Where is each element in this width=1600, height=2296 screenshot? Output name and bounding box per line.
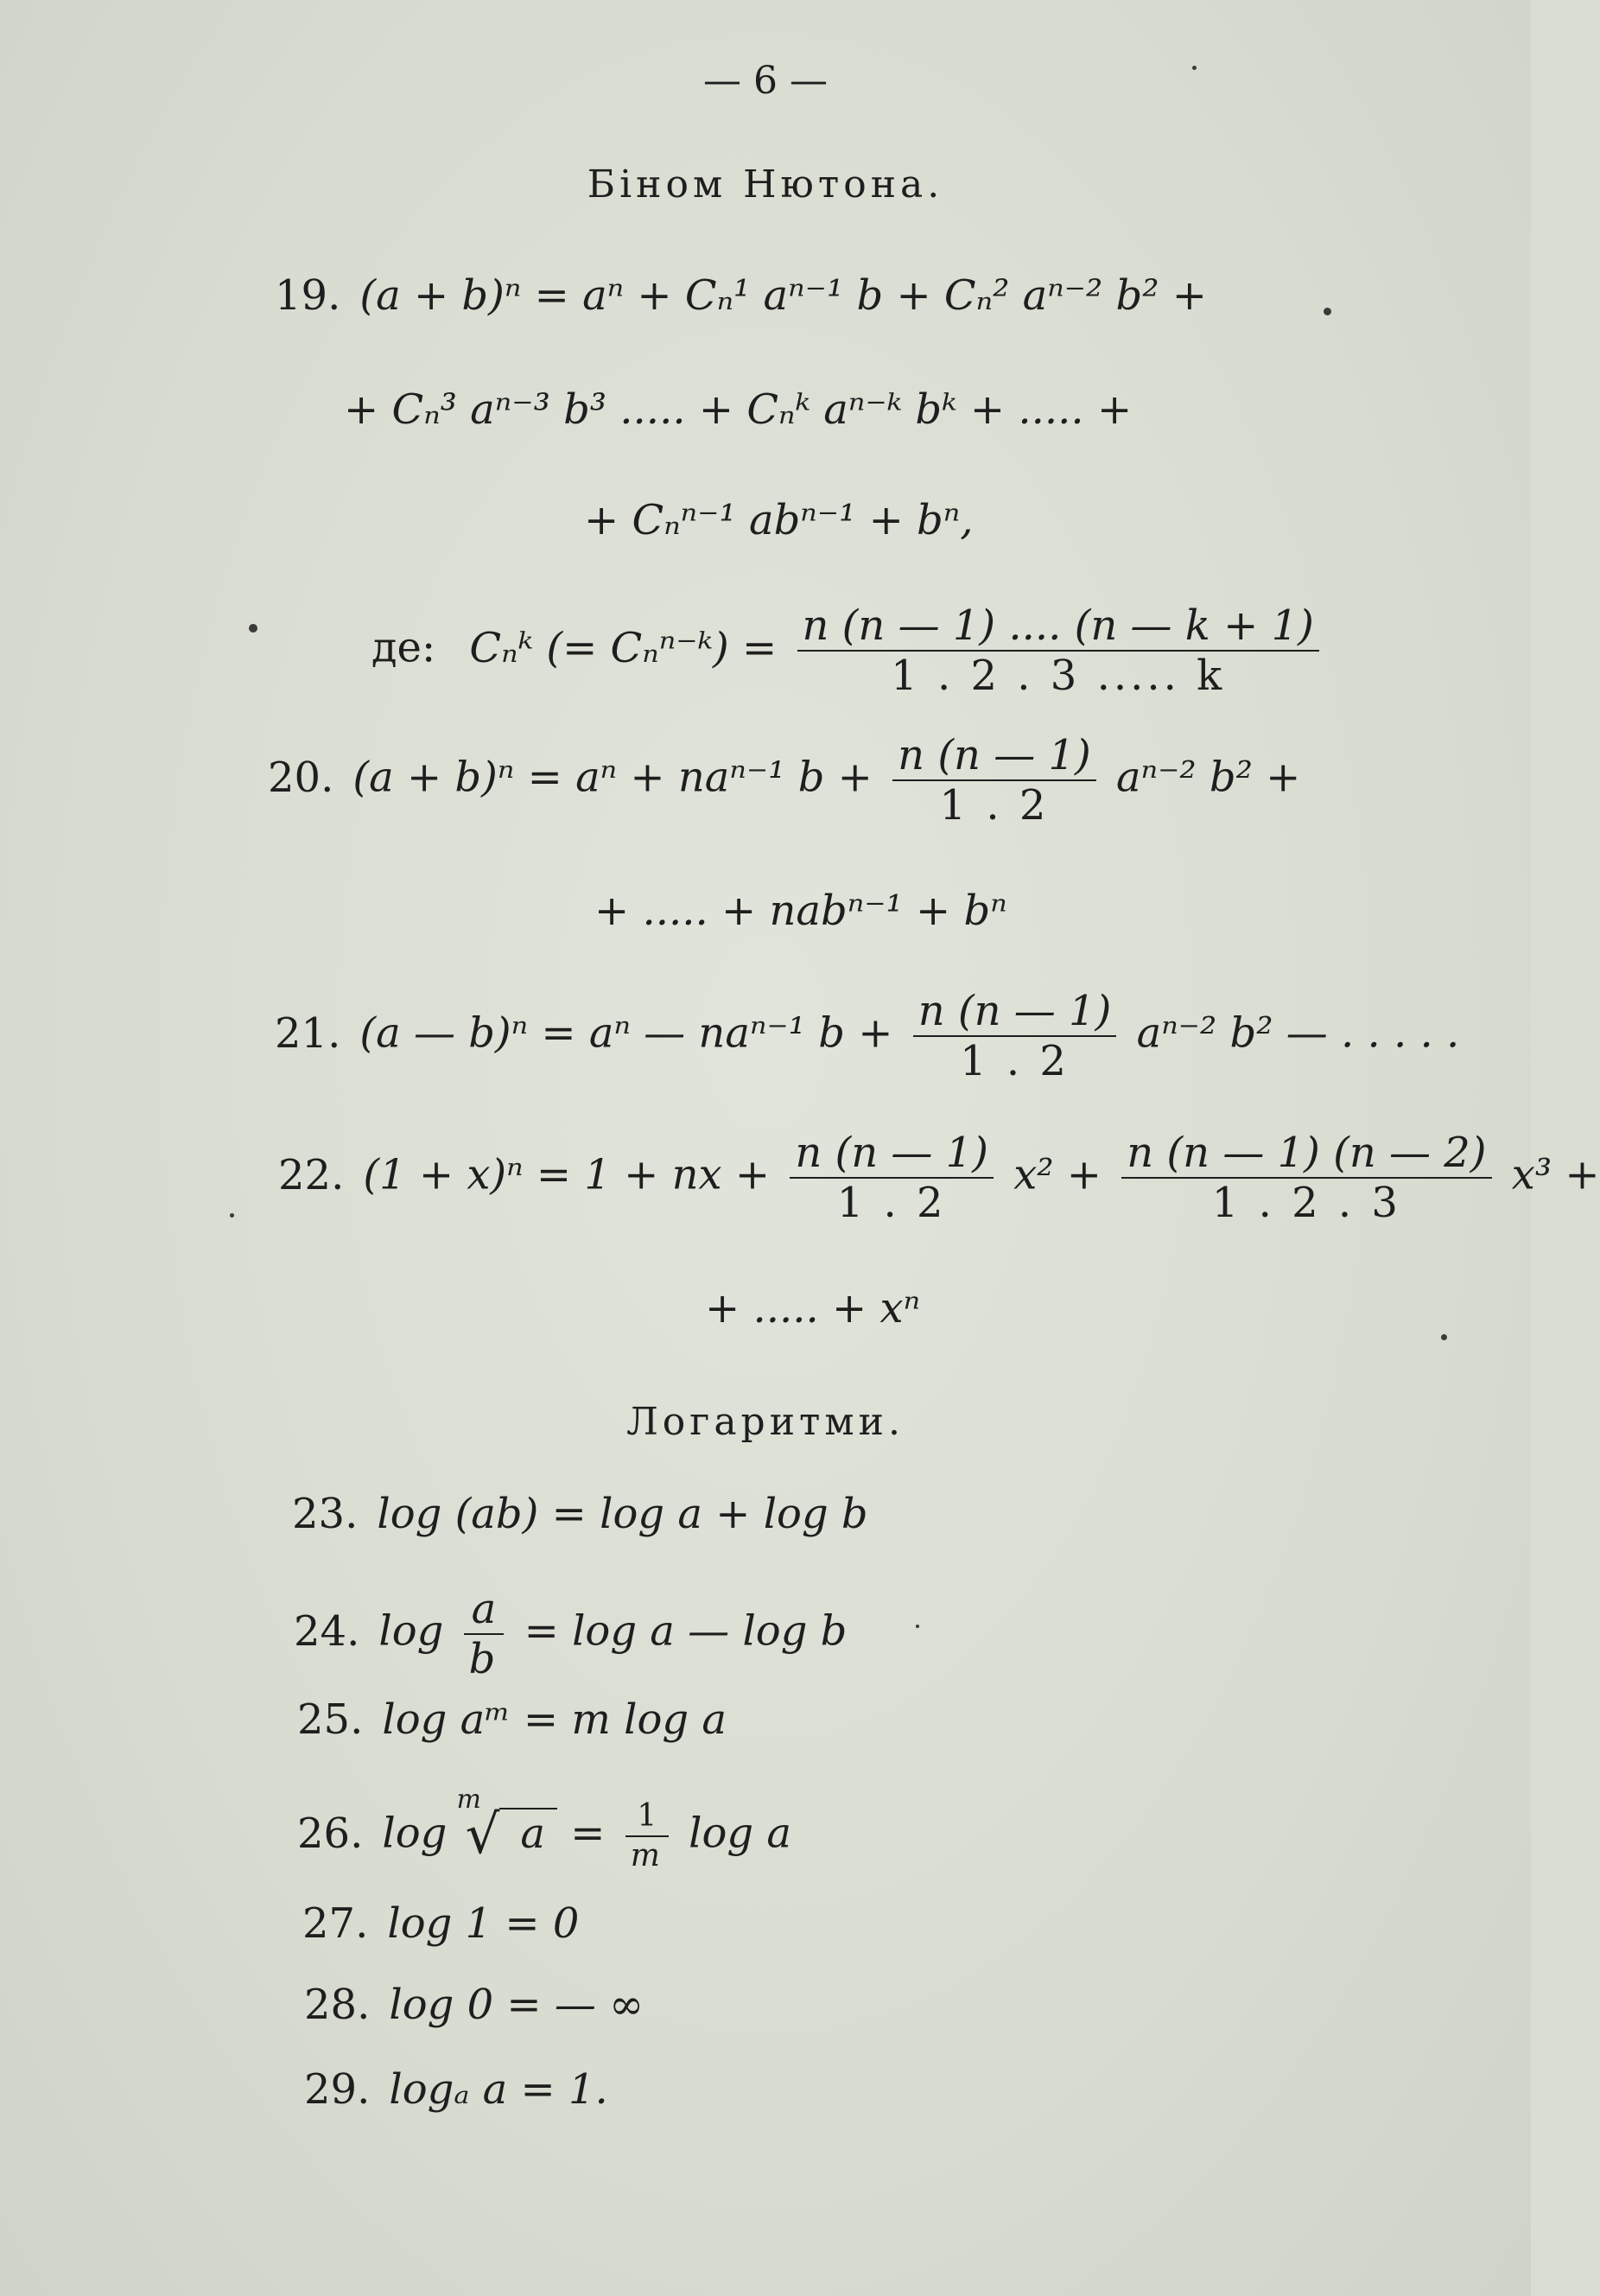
nth-root — [456, 1784, 557, 1866]
formula-text: log (ab) = log a + log b — [377, 1490, 868, 1538]
formula-rhs: = log a — log b — [524, 1606, 848, 1656]
formula-eq: = — [570, 1809, 606, 1858]
paper-speck — [1192, 66, 1197, 70]
formula-22-line-1 — [278, 1129, 1600, 1227]
formula-number: 28. — [304, 1981, 371, 2029]
formula-26 — [297, 1784, 791, 1873]
formula-29 — [304, 2065, 608, 2114]
formula-lhs: (a + b)ⁿ = aⁿ + naⁿ⁻¹ b + — [352, 753, 873, 802]
fraction-numerator: n (n — 1) — [795, 1129, 988, 1177]
formula-number: 22. — [278, 1150, 345, 1199]
formula-21 — [275, 987, 1460, 1085]
fraction-numerator: n (n — 1) .... (n — k + 1) — [802, 601, 1314, 650]
formula-lhs: (1 + x)ⁿ = 1 + nx + — [363, 1150, 771, 1199]
formula-24 — [294, 1585, 848, 1683]
fraction-denominator: 1 . 2 . 3 ..... k — [797, 650, 1319, 696]
formula-text: logₐ a = 1. — [389, 2065, 608, 2114]
formula-20-line-2: + ..... + nabⁿ⁻¹ + bⁿ — [594, 887, 1007, 935]
formula-22-line-2: + ..... + xⁿ — [705, 1284, 921, 1332]
formula-number: 26. — [297, 1809, 364, 1858]
formula-fraction — [625, 1798, 669, 1873]
formula-number: 20. — [268, 753, 334, 802]
root-index: m — [456, 1784, 481, 1815]
formula-fraction — [913, 987, 1117, 1085]
paper-speck — [1324, 308, 1331, 315]
radical-sign-icon: √ — [465, 1802, 500, 1866]
formula-number: 21. — [275, 1008, 341, 1058]
fraction-denominator: 1 . 2 . 3 — [1121, 1177, 1491, 1224]
page-number: — 6 — — [703, 59, 828, 103]
formula-27 — [302, 1899, 580, 1948]
where-label: де: — [371, 623, 436, 672]
formula-rhs: aⁿ⁻² b² + — [1116, 753, 1301, 802]
formula-23 — [292, 1490, 868, 1538]
formula-20-line-1 — [268, 731, 1301, 830]
formula-number: 29. — [304, 2065, 371, 2114]
formula-fraction — [464, 1585, 505, 1683]
paper-speck — [1441, 1334, 1447, 1340]
fraction-denominator: 1 . 2 — [892, 779, 1096, 826]
formula-text: log aᵐ = m log a — [382, 1695, 727, 1744]
formula-number: 24. — [294, 1606, 360, 1656]
where-lhs: Cₙᵏ (= Cₙⁿ⁻ᵏ) = — [469, 623, 778, 672]
formula-mid: x² + — [1013, 1150, 1102, 1199]
where-fraction — [797, 601, 1319, 700]
formula-log: log — [382, 1809, 448, 1858]
formula-text: log 1 = 0 — [387, 1899, 580, 1948]
formula-text: (a + b)ⁿ = aⁿ + Cₙ¹ aⁿ⁻¹ b + Cₙ² aⁿ⁻² b² + — [359, 271, 1207, 320]
section-heading-binom: Біном Нютона. — [587, 162, 944, 207]
fraction-numerator: n (n — 1) — [917, 987, 1112, 1035]
formula-rhs: x³ + — [1511, 1150, 1600, 1199]
fraction-numerator: a — [471, 1585, 497, 1633]
fraction-denominator: m — [625, 1835, 669, 1872]
formula-text: log 0 = — ∞ — [389, 1981, 644, 2029]
paper-speck — [230, 1213, 234, 1218]
paper-speck — [249, 624, 257, 633]
formula-number: 27. — [302, 1899, 369, 1948]
formula-rhs: aⁿ⁻² b² — . . . . . — [1136, 1008, 1460, 1058]
formula-fraction-1 — [790, 1129, 994, 1227]
formula-28 — [304, 1981, 644, 2029]
section-heading-log: Логаритми. — [626, 1400, 905, 1444]
fraction-numerator: 1 — [637, 1798, 657, 1834]
formula-rhs: log a — [689, 1809, 791, 1858]
fraction-denominator: 1 . 2 — [790, 1177, 994, 1224]
formula-19-line-3: + Cₙⁿ⁻¹ abⁿ⁻¹ + bⁿ, — [584, 496, 974, 544]
formula-fraction-2 — [1121, 1129, 1491, 1227]
paper-speck — [916, 1625, 919, 1628]
formula-25 — [297, 1695, 727, 1744]
radicand: a — [499, 1808, 557, 1858]
fraction-denominator: 1 . 2 — [913, 1035, 1117, 1082]
formula-lhs: (a — b)ⁿ = aⁿ — naⁿ⁻¹ b + — [359, 1008, 893, 1058]
formula-log: log — [378, 1606, 444, 1656]
fraction-numerator: n (n — 1) — [898, 731, 1091, 779]
formula-number: 19. — [275, 271, 341, 320]
fraction-numerator: n (n — 1) (n — 2) — [1127, 1129, 1487, 1177]
formula-19-line-1 — [275, 271, 1207, 320]
formula-number: 25. — [297, 1695, 364, 1744]
formula-19-line-2: + Cₙ³ aⁿ⁻³ b³ ..... + Cₙᵏ aⁿ⁻ᵏ bᵏ + ..... + — [344, 385, 1133, 434]
fraction-denominator: b — [464, 1633, 505, 1680]
formula-fraction — [892, 731, 1096, 830]
formula-19-where — [371, 601, 1326, 700]
formula-number: 23. — [292, 1490, 359, 1538]
